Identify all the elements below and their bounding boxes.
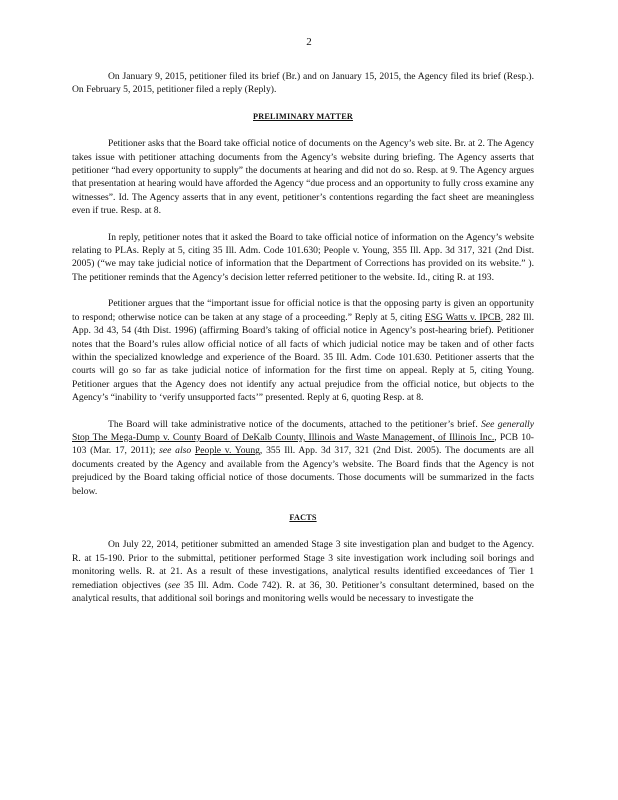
- text-segment: Petitioner argues that the “important issue for official notice is that the opposing party is given an opportunity to respond; otherwise notice can be taken at any stage of a proceeding.” Reply at 5, citing: [72, 298, 534, 323]
- text-segment: , PCB 10-103 (Mar. 17, 2011);: [72, 431, 535, 457]
- document-body: [72, 70, 534, 618]
- heading-text: FACTS: [289, 512, 317, 522]
- text-segment: 35 Ill. Adm. Code 742). R. at 36, 30. Petitioner’s consultant determined, based on the analytical results, that additional soil borings and monitoring wells would be necessary to investigate the: [72, 579, 534, 604]
- page-number: 2: [306, 36, 312, 48]
- paragraph-briefing-schedule: On January 9, 2015, petitioner filed its brief (Br.) and on January 15, 2015, the Agency filed its brief (Resp.). On February 5, 2015, petitioner filed a reply (Reply).: [72, 71, 534, 96]
- paragraph-petitioner-reply: In reply, petitioner notes that it asked the Board to take official notice of information on the Agency’s website relating to PLAs. Reply at 5, citing 35 Ill. Adm. Code 101.630; People v. Young, 355 Ill. App. 3d 317, 321 (2nd Dist. 2005) (“we may take judicial notice of information that the Department of Corrections has provided on its website.” ). The petitioner reminds that the Agency’s decision letter referred petitioner to the website. Id., citing R. at 193.: [72, 231, 534, 283]
- text-segment: , 282 Ill. App. 3d 43, 54 (4th Dist. 1996) (affirming Board’s taking of official notice in Agency’s post-hearing brief). Petitioner notes that the Board’s rules allow official notice of all facts of which judicial notice may be taken and of other facts within the specialized knowledge and experience of the Board. 35 Ill. Adm. Code 101.630. Petitioner asserts that the courts will go so far as take judicial notice of information for the first time on appeal. Reply at 5, citing Young. Petitioner argues that the Agency does not identify any actual prejudice from the official notice, but objects to the Agency’s “inability to ‘verify unsupported facts’” presented. Reply at 6, quoting Resp. at 8.: [72, 311, 534, 404]
- paragraph-facts: [72, 538, 534, 605]
- heading-text: PRELIMINARY MATTER: [253, 111, 353, 121]
- citation-signal: see also: [159, 445, 192, 457]
- case-citation: People v. Young: [194, 445, 260, 457]
- section-heading-preliminary-matter: [72, 110, 534, 123]
- section-heading-facts: [72, 511, 534, 524]
- text-segment: On July 22, 2014, petitioner submitted an amended Stage 3 site investigation plan and budget to the Agency. R. at 15-190. Prior to the submittal, petitioner performed Stage 3 site investigation work including soil borings and monitoring wells. R. at 21. As a result of these investigations, analytical results identified exceedances of Tier 1 remediation objectives (: [72, 539, 534, 591]
- case-citation: Stop The Mega-Dump v. County Board of DeKalb County, Illinois and Waste Management, of Illinois Inc.: [72, 431, 495, 443]
- citation-signal: See generally: [481, 418, 534, 430]
- paragraph-official-notice-request: Petitioner asks that the Board take official notice of documents on the Agency’s web site. Br. at 2. The Agency takes issue with petitioner attaching documents from the Agency’s website during briefing. The Agency asserts that petitioner “had every opportunity to supply” the documents at hearing and did not do so. Resp. at 9. The Agency argues that presentation at hearing would have afforded the Agency “due process and an opportunity to fully cross examine any witnesses”. Id. The Agency asserts that in any event, petitioner’s contentions regarding the fact sheet are meaningless even if true. Resp. at 8.: [72, 138, 534, 217]
- paragraph-board-ruling: [72, 418, 534, 498]
- paragraph-petitioner-argument: [72, 297, 534, 404]
- citation-signal: see: [167, 579, 181, 591]
- text-segment: The Board will take administrative notice of the documents, attached to the petitioner’s brief.: [108, 418, 482, 430]
- case-citation: ESG Watts v. IPCB: [424, 311, 501, 323]
- text-segment: , 355 Ill. App. 3d 317, 321 (2nd Dist. 2005). The documents are all documents created by the Agency and available from the Agency’s website. The Board finds that the Agency is not prejudiced by the Board taking official notice of those documents. Those documents will be summarized in the facts below.: [72, 445, 534, 497]
